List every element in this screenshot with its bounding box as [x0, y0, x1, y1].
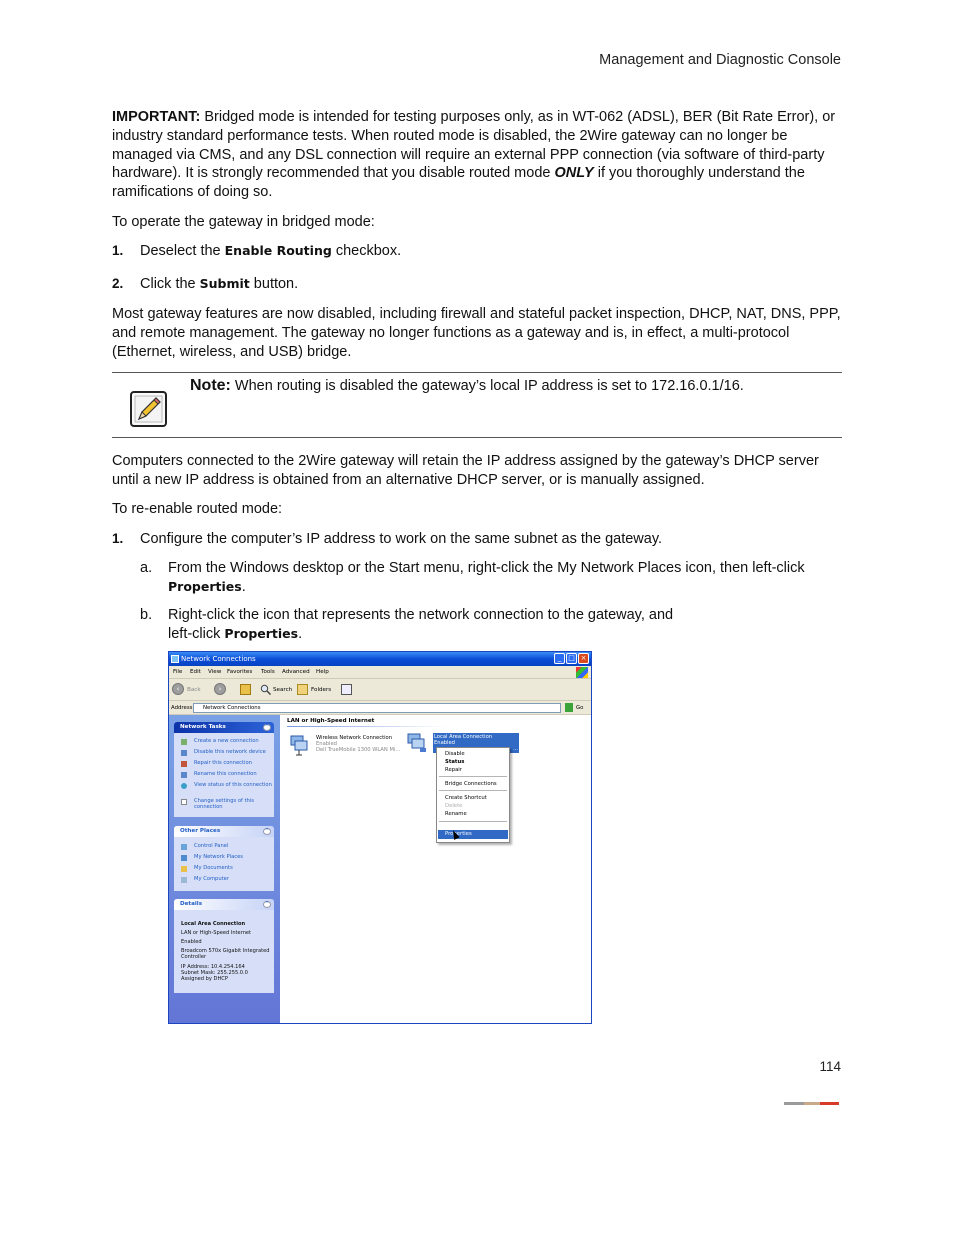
- forward-arrow-icon[interactable]: ›: [214, 683, 226, 695]
- details-adapter: Broadcom 570x Gigabit Integrated Controller: [181, 948, 270, 960]
- context-menu: [436, 747, 510, 843]
- back-button-label[interactable]: Back: [187, 687, 201, 693]
- address-bar: [169, 701, 591, 715]
- collapse-chevron-icon[interactable]: ^: [264, 828, 270, 834]
- group-title: LAN or High-Speed Internet: [287, 718, 375, 724]
- rename-icon: [181, 772, 187, 778]
- folders-icon[interactable]: [297, 684, 308, 695]
- wireless-connection-label[interactable]: Wireless Network Connection Enabled Dell TrueMobile 1300 WLAN Mi...: [316, 735, 401, 753]
- note-label: Note:: [190, 377, 231, 394]
- lan-connection-label-selected[interactable]: Local Area Connection Enabled ...: [434, 734, 518, 752]
- retain-paragraph: Computers connected to the 2Wire gateway will retain the IP address assigned by the gateway’s DHCP server until a new IP address is obtained from an alternative DHCP server, or is manually assigned.: [112, 453, 819, 488]
- address-input[interactable]: Network Connections: [193, 703, 561, 713]
- new-connection-icon: [181, 739, 187, 745]
- note-top-rule: [112, 372, 842, 373]
- menu-advanced[interactable]: Advanced: [282, 669, 310, 675]
- go-arrow-icon[interactable]: [565, 703, 573, 712]
- ctx-properties[interactable]: Properties: [445, 831, 472, 837]
- details-connection-name: Local Area Connection: [181, 921, 246, 927]
- search-icon[interactable]: [260, 684, 271, 695]
- maximize-button[interactable]: □: [566, 653, 577, 664]
- important-emphasis: ONLY: [554, 165, 594, 182]
- other-places-header[interactable]: Other Places ^: [174, 826, 274, 837]
- ui-label-enable-routing: Enable Routing: [224, 243, 332, 258]
- status-icon: [181, 783, 187, 789]
- search-button-label[interactable]: Search: [273, 687, 293, 693]
- collapse-chevron-icon[interactable]: ^: [264, 724, 270, 730]
- window-title: Network Connections: [181, 655, 256, 663]
- close-button[interactable]: ×: [578, 653, 589, 664]
- details-panel: [174, 899, 274, 993]
- address-label: Address: [171, 705, 193, 711]
- bridged-intro: To operate the gateway in bridged mode:: [112, 214, 375, 230]
- important-label: IMPORTANT:: [112, 109, 201, 125]
- step-text: Click the Submit button.: [140, 276, 299, 292]
- ctx-create-shortcut[interactable]: Create Shortcut: [445, 795, 487, 801]
- ctx-rename[interactable]: Rename: [445, 811, 467, 817]
- settings-icon: [181, 799, 187, 805]
- footer-bar-segment: [804, 1102, 820, 1105]
- other-places-panel: Other Places ^ Control Panel My Network Places My Documents My Computer: [174, 826, 274, 891]
- ui-label-properties: Properties: [224, 625, 299, 641]
- ui-label-submit: Submit: [199, 276, 250, 291]
- menu-file[interactable]: File: [173, 669, 183, 675]
- network-tasks-panel: Network Tasks ^ Create a new connection Disable this network device Repair this connection Rename this connection View status of this connection Change settings of this connection: [174, 722, 274, 817]
- menu-view[interactable]: View: [208, 669, 222, 675]
- ctx-repair[interactable]: Repair: [445, 767, 462, 773]
- group-divider: [287, 726, 447, 727]
- ctx-separator: [439, 790, 507, 791]
- ctx-bridge-connections[interactable]: Bridge Connections: [445, 781, 497, 787]
- important-paragraph: [112, 108, 842, 202]
- ctx-delete: Delete: [445, 803, 463, 809]
- menu-favorites[interactable]: Favorites: [227, 669, 253, 675]
- details-subnet-mask: Subnet Mask: 255.255.0.0: [181, 970, 248, 976]
- views-icon[interactable]: [341, 684, 352, 695]
- wireless-connection-icon[interactable]: [288, 734, 310, 756]
- up-folder-icon[interactable]: [240, 684, 251, 695]
- windows-flag-icon: [576, 667, 588, 678]
- substep-letter: a.: [140, 560, 153, 576]
- documents-folder-icon: [181, 866, 187, 872]
- network-places-icon: [181, 855, 187, 861]
- folders-button-label[interactable]: Folders: [311, 687, 332, 693]
- menu-edit[interactable]: Edit: [190, 669, 201, 675]
- footer-bar-segment: [820, 1102, 839, 1105]
- details-status: Enabled: [181, 939, 202, 945]
- network-folder-icon: [171, 655, 179, 663]
- menu-tools[interactable]: Tools: [261, 669, 275, 675]
- ctx-disable[interactable]: Disable: [445, 751, 465, 757]
- running-header: Management and Diagnostic Console: [599, 52, 841, 68]
- go-button-label[interactable]: Go: [576, 705, 584, 711]
- disable-device-icon: [181, 750, 187, 756]
- page-number: 114: [819, 1059, 841, 1074]
- menu-help[interactable]: Help: [316, 669, 329, 675]
- ctx-status[interactable]: Status: [445, 759, 465, 765]
- details-type: LAN or High-Speed Internet: [181, 930, 252, 936]
- step-text: Configure the computer’s IP address to work on the same subnet as the gateway.: [140, 531, 663, 547]
- toolbar: [169, 679, 591, 701]
- step-number: 2.: [112, 276, 124, 291]
- connections-list-pane: [280, 715, 591, 1024]
- bridged-result: Most gateway features are now disabled, including firewall and stateful packet inspection, DHCP, NAT, DNS, PPP, and remote management. The gateway no longer functions as a gateway and is, in effect, a multi-protocol (Ethernet, wireless, and USB) bridge.: [112, 306, 841, 360]
- back-arrow-icon[interactable]: ‹: [172, 683, 184, 695]
- important-text-2: if you thoroughly understand the ramifications of doing so.: [112, 165, 805, 201]
- pencil-note-icon: [130, 391, 167, 427]
- task-pane: [169, 715, 280, 1024]
- substep-text: From the Windows desktop or the Start menu, right-click the My Network Places icon, then left-click Properties.: [168, 560, 805, 595]
- step-number: 1.: [112, 531, 124, 546]
- network-connections-screenshot: [168, 651, 592, 1024]
- details-assigned-by: Assigned by DHCP: [181, 976, 228, 982]
- computer-icon: [181, 877, 187, 883]
- minimize-button[interactable]: _: [554, 653, 565, 664]
- step-number: 1.: [112, 243, 124, 258]
- ctx-separator: [439, 821, 507, 822]
- menu-bar: [169, 666, 591, 679]
- ctx-separator: [439, 776, 507, 777]
- ui-label-properties: Properties: [168, 578, 242, 594]
- step-text: Deselect the Enable Routing checkbox.: [140, 243, 402, 259]
- note-bottom-rule: [112, 437, 842, 438]
- window-title-bar: [169, 652, 591, 666]
- substep-letter: b.: [140, 607, 153, 623]
- collapse-chevron-icon[interactable]: ^: [264, 901, 270, 907]
- substep-text: Right-click the icon that represents the network connection to the gateway, and left-click Properties.: [168, 607, 674, 642]
- network-tasks-header[interactable]: Network Tasks ^: [174, 722, 274, 733]
- repair-icon: [181, 761, 187, 767]
- footer-bar-segment: [784, 1102, 804, 1105]
- details-ip-address: IP Address: 10.4.254.164: [181, 964, 245, 970]
- control-panel-icon: [181, 844, 187, 850]
- important-text-1: Bridged mode is intended for testing purposes only, as in WT-062 (ADSL), BER (Bit Rate Error), or industry standard performance tests. When routed mode is disabled, the 2Wire gateway can no longer be managed via CMS, and any DSL connection will require an external PPP connection (via software of third-party hardware). It is strongly recommended that you disable routed mode: [112, 109, 836, 182]
- lan-connection-icon[interactable]: [406, 732, 428, 754]
- reenable-intro: To re-enable routed mode:: [112, 501, 283, 517]
- note-text: Note: When routing is disabled the gateway’s local IP address is set to 172.16.0.1/16.: [190, 377, 744, 394]
- details-header[interactable]: Details ^: [174, 899, 274, 910]
